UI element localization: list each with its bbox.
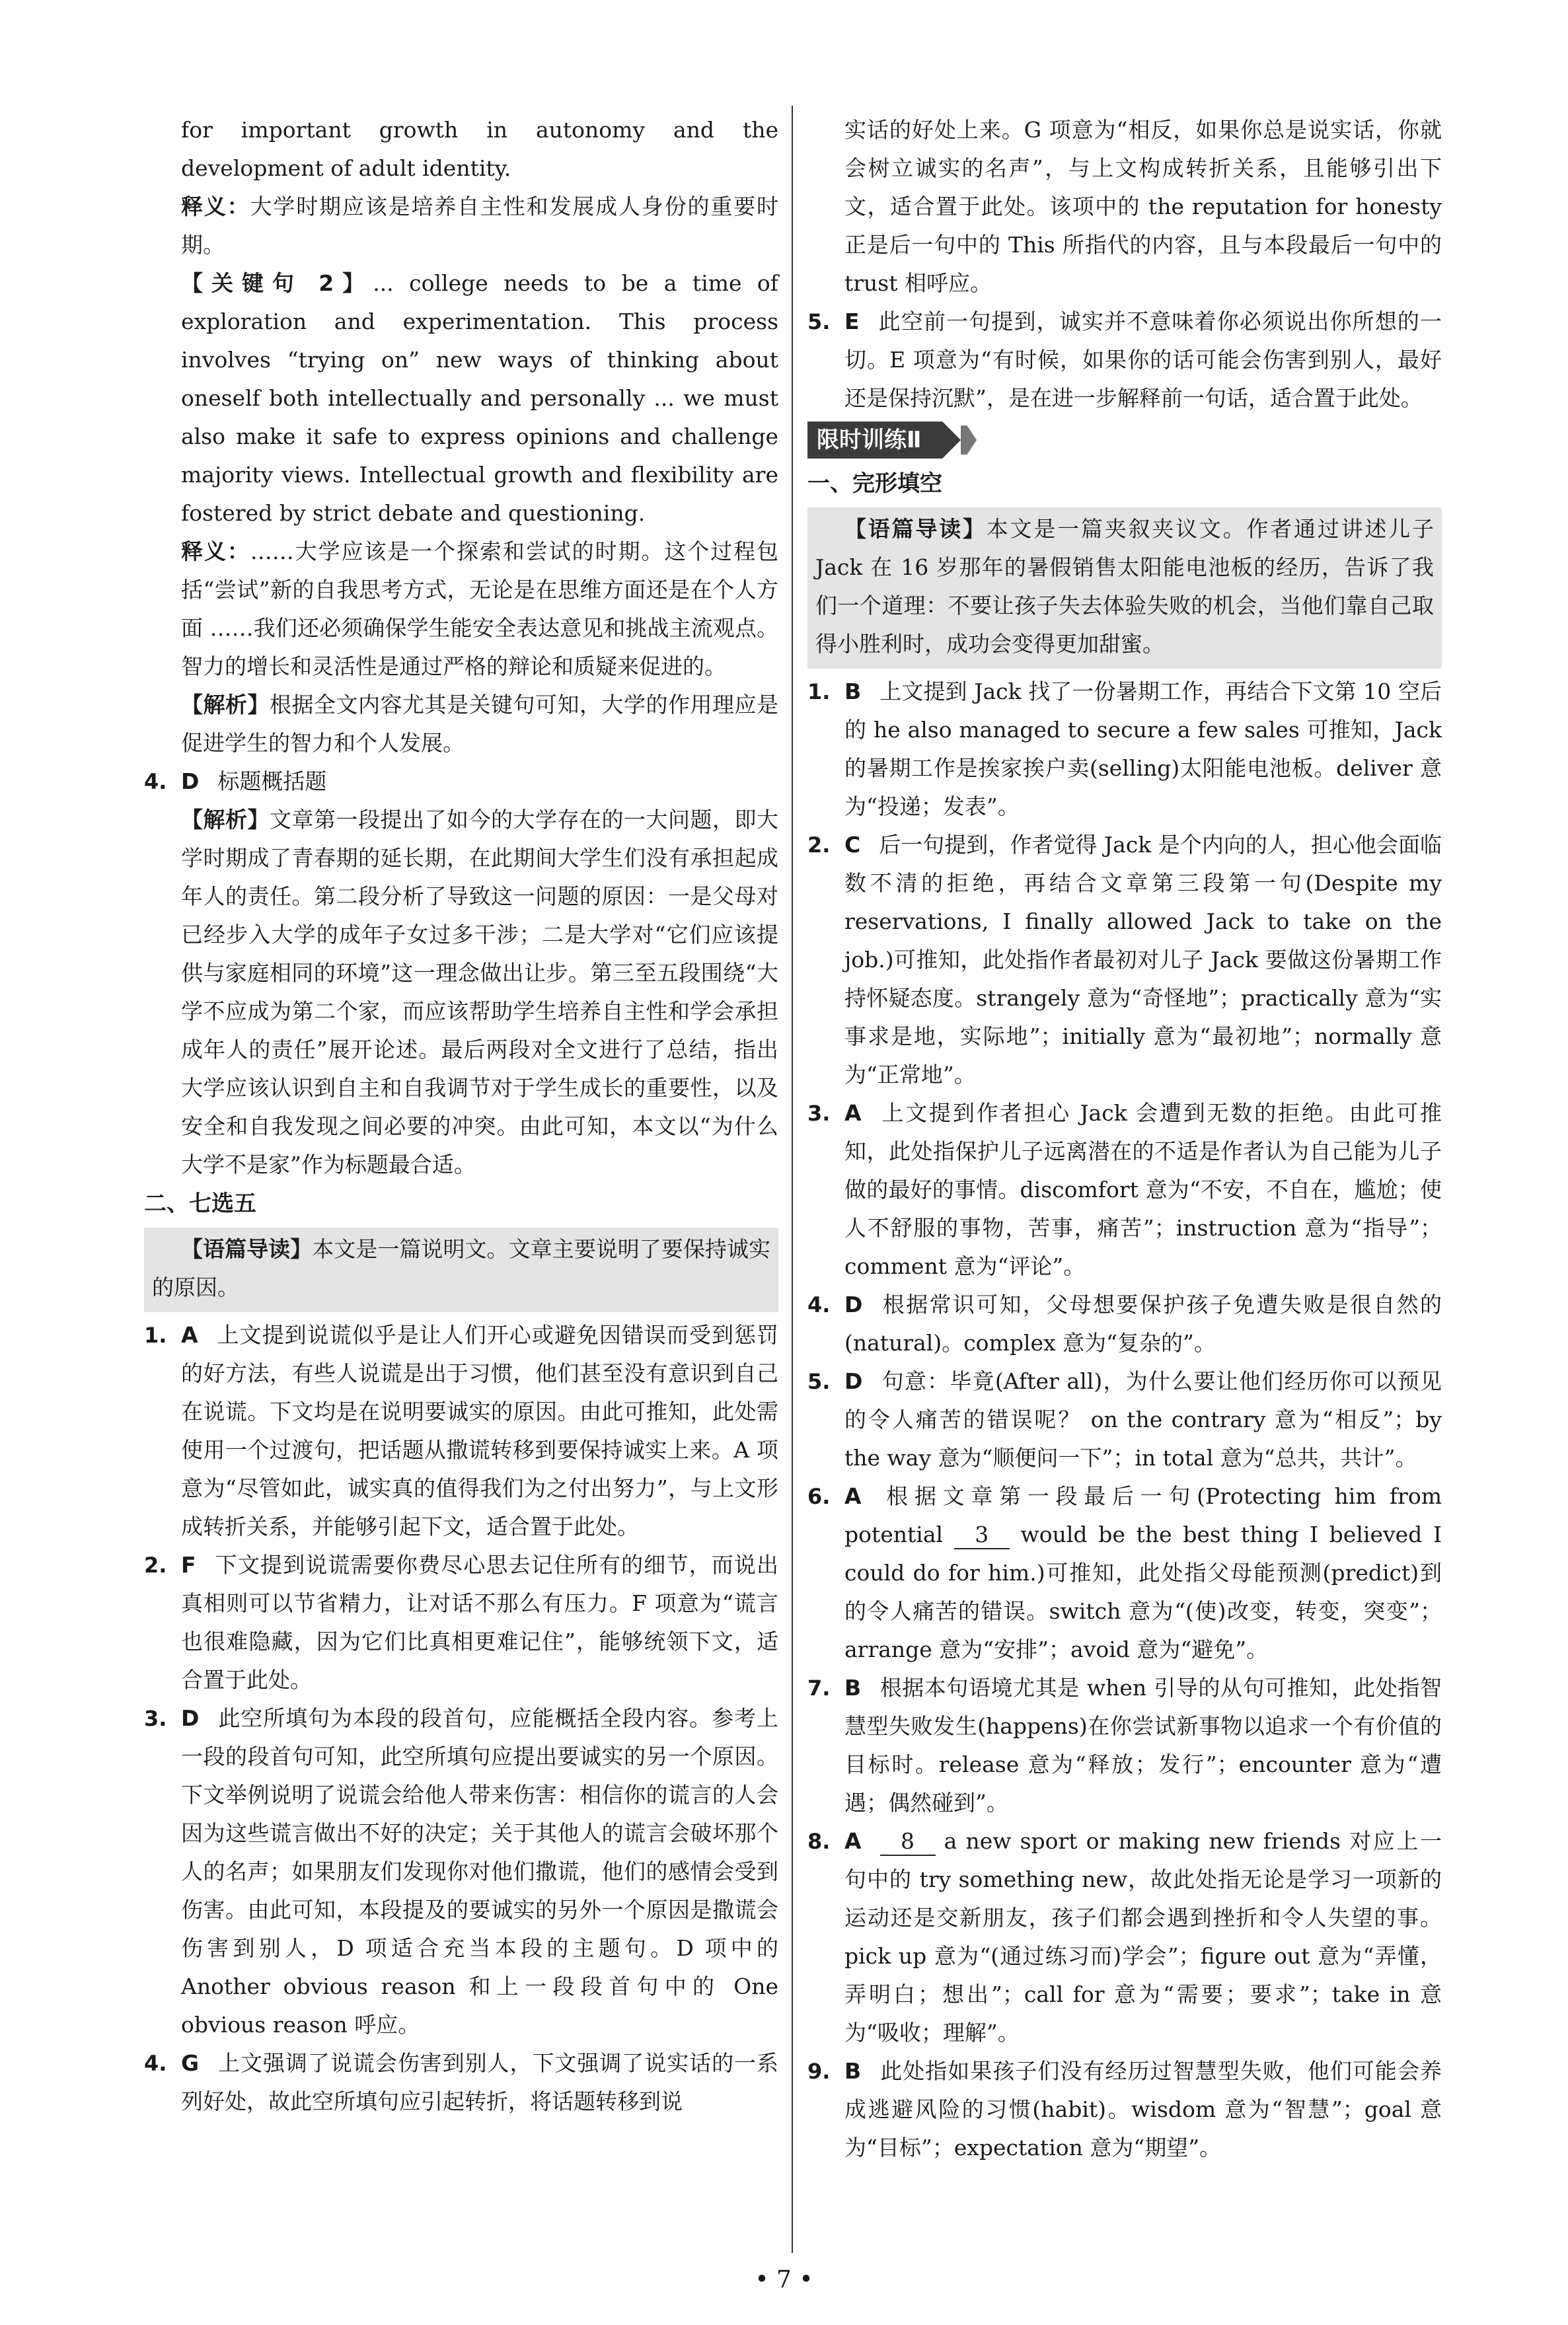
answer-letter: B <box>844 2058 862 2084</box>
left-column <box>144 111 778 2121</box>
key-sentence-2-text: ... college needs to be a time of exploration and experimentation. This process involves “trying on” new ways of thinking about oneself both intellectually and personally ... we must also make it safe to express opinions and challenge majority views. Intellectual growth and flexibility are fostered by strict debate and questioning. <box>181 270 778 526</box>
translation-1 <box>144 188 778 264</box>
item-text: 上文提到作者担心 Jack 会遭到无数的拒绝。由此可推知，此处指保护儿子远离潜在的不适是作者认为自己能为儿子做的最好的事情。discomfort 意为“不安，不自在，尴尬；使人不舒服的事物，苦事，痛苦”；instruction 意为“指导”；comment 意为“评论”。 <box>844 1100 1442 1279</box>
question-number: 4. <box>144 769 167 794</box>
item-text: would be the best thing I believed I could do for him.)可推知，此处指父母能预测(predict)到的令人痛苦的错误。switch 意为“(使)改变，转变，突变”；arrange 意为“安排”；avoid 意为“避免”。 <box>844 1522 1442 1662</box>
guide-text: 本文是一篇夹叙夹议文。作者通过讲述儿子 Jack 在 16 岁那年的暑假销售太阳能电池板的经历，告诉了我们一个道理：不要让孩子失去体验失败的机会，当他们靠自己取得小胜利时，成功会变得更加甜蜜。 <box>815 516 1435 657</box>
blank-number: 3 <box>954 1522 1010 1549</box>
item-text: 此空所填句为本段的段首句，应能概括全段内容。参考上一段的段首句可知，此空所填句应提出要诚实的另一个原因。下文举例说明了说谎会给他人带来伤害：相信你的谎言的人会因为这些谎言做出不好的决定；关于其他人的谎言会破坏那个人的名声；如果朋友们发现你对他们撒谎，他们的感情会受到伤害。由此可知，本段提及的要诚实的另外一个原因是撒谎会伤害到别人，D 项适合充当本段的主题句。D 项中的 Another obvious reason 和上一段段首句中的 One obvious reason 呼应。 <box>181 1705 778 2038</box>
analysis-text: 文章第一段提出了如今的大学存在的一大问题，即大学时期成了青春期的延长期，在此期间大学生们没有承担起成年人的责任。第二段分析了导致这一问题的原因：一是父母对已经步入大学的成年子女过多干涉；二是大学对“它们应该提供与家庭相同的环境”这一理念做出让步。第三至五段围绕“大学不应成为第二个家，而应该帮助学生培养自主性和学会承担成年人的责任”展开论述。最后两段对全文进行了总结，指出大学应该认识到自主和自我调节对于学生成长的重要性，以及安全和自我发现之间必要的冲突。由此可知，本文以“为什么大学不是家”作为标题最合适。 <box>181 807 778 1177</box>
item-4-continued: 实话的好处上来。G 项意为“相反，如果你总是说实话，你就会树立诚实的名声”，与上文构成转折关系，且能够引出下文，适合置于此处。该项中的 the reputation for honesty 正是后一句中的 This 所指代的内容，且与本段最后一句中的 trust 相呼应。 <box>844 117 1442 296</box>
item-number: 1. <box>144 1323 167 1348</box>
banner-arrow-tip <box>961 425 977 455</box>
answer-letter: D <box>181 1705 200 1731</box>
list-item <box>807 1094 1442 1286</box>
item-number: 2. <box>144 1553 167 1578</box>
answer-letter: D <box>844 1368 863 1394</box>
answer-letter: F <box>181 1552 196 1578</box>
item-number: 2. <box>807 832 831 858</box>
analysis-label: 【解析】 <box>181 807 270 832</box>
answer-letter: C <box>844 832 861 858</box>
banner-title: 限时训练Ⅱ <box>817 427 922 453</box>
timed-training-banner <box>807 422 1442 461</box>
item-number: 4. <box>807 1292 831 1317</box>
item-number: 3. <box>807 1101 831 1126</box>
answer-letter: D <box>844 1292 863 1317</box>
item-text: 根据本句语境尤其是 when 引导的从句可推知，此处指智慧型失败发生(happens)在你尝试新事物以追求一个有价值的目标时。release 意为“释放；发行”；encounter 意为“遭遇；偶然碰到”。 <box>844 1675 1442 1816</box>
key-sentence-2 <box>144 264 778 533</box>
item-number: 8. <box>807 1829 831 1854</box>
reading-guide-box <box>807 507 1442 669</box>
key-sentence-continued: for important growth in autonomy and the development of adult identity. <box>181 117 778 181</box>
question-4 <box>144 762 778 801</box>
blank-number: 8 <box>880 1828 936 1856</box>
item-number: 3. <box>144 1706 167 1731</box>
item-number: 5. <box>807 309 831 334</box>
item-text: 根据常识可知，父母想要保护孩子免遭失败是很自然的(natural)。complex 意为“复杂的”。 <box>844 1292 1442 1356</box>
list-item <box>144 2044 778 2121</box>
answer-letter: G <box>181 2050 200 2076</box>
list-item <box>807 1669 1442 1822</box>
analysis <box>144 686 778 762</box>
item-number: 9. <box>807 2059 831 2084</box>
list-item <box>807 1286 1442 1362</box>
item-text: 上文强调了说谎会伤害到别人，下文强调了说实话的一系列好处，故此空所填句应引起转折，将话题转移到说 <box>181 2050 778 2114</box>
answer-letter: A <box>844 1100 862 1126</box>
reading-guide <box>152 1230 770 1307</box>
item-number: 6. <box>807 1484 831 1509</box>
list-item <box>144 1546 778 1699</box>
translation-text: 大学时期应该是培养自主性和发展成人身份的重要时期。 <box>181 194 779 258</box>
item-text: 上文提到说谎似乎是让人们开心或避免因错误而受到惩罚的好方法，有些人说谎是出于习惯，他们甚至没有意识到自己在说谎。下文均是在说明要诚实的原因。由此可推知，此处需使用一个过渡句，把话题从撒谎转移到要保持诚实上来。A 项意为“尽管如此，诚实真的值得我们为之付出努力”，与上文形成转折关系，并能够引起下文，适合置于此处。 <box>181 1322 778 1539</box>
question-4-analysis <box>144 801 778 1184</box>
list-item <box>807 673 1442 826</box>
translation-2-label: 释义： <box>181 538 250 564</box>
guide-label: 【语篇导读】 <box>844 516 987 542</box>
item-text: 上文提到 Jack 找了一份暑期工作，再结合下文第 10 空后的 he also managed to secure a few sales 可推知，Jack 的暑期工作是挨家挨户卖(selling)太阳能电池板。deliver 意为“投递；发表”。 <box>844 679 1442 819</box>
item-text: a new sport or making new friends 对应上一句中的 try something new，故此处指无论是学习一项新的运动还是交新朋友，孩子们都会遇到挫折和令人失望的事。pick up 意为“(通过练习而)学会”；figure out 意为“弄懂，弄明白；想出”；call for 意为“需要；要求”；take in 意为“吸收；理解”。 <box>844 1828 1442 2046</box>
item-text: 后一句提到，作者觉得 Jack 是个内向的人，担心他会面临数不清的拒绝，再结合文章第三段第一句(Despite my reservations, I finally allowed Jack to take on the job.)可推知，此处指作者最初对儿子 Jack 要做这份暑期工作持怀疑态度。strangely 意为“奇怪地”；practically 意为“实事求是地，实际地”；initially 意为“最初地”；normally 意为“正常地”。 <box>844 832 1442 1088</box>
analysis-label: 【解析】 <box>181 692 270 718</box>
column-divider <box>792 106 793 2253</box>
translation-2 <box>144 533 778 686</box>
item-text: 句意：毕竟(After all)，为什么要让他们经历你可以预见的令人痛苦的错误呢？ on the contrary 意为“相反”；by the way 意为“顺便问一下”；in total 意为“总共，共计”。 <box>844 1368 1442 1471</box>
list-item <box>807 1362 1442 1477</box>
answer-letter: A <box>844 1828 862 1854</box>
item-text: 下文提到说谎需要你费尽心思去记住所有的细节，而说出真相则可以节省精力，让对话不那么有压力。F 项意为“谎言也很难隐藏，因为它们比真相更难记住”，能够统领下文，适合置于此处。 <box>181 1552 778 1693</box>
item-text: 此空前一句提到，诚实并不意味着你必须说出你所想的一切。E 项意为“有时候，如果你的话可能会伤害到别人，最好还是保持沉默”，是在进一步解释前一句话，适合置于此处。 <box>844 309 1442 411</box>
item-number: 1. <box>807 679 831 704</box>
list-item <box>807 1822 1442 2052</box>
section-title-cloze: 一、完形填空 <box>807 470 942 497</box>
translation-2-text: ……大学应该是一个探索和尝试的时期。这个过程包括“尝试”新的自我思考方式，无论是在思维方面还是在个人方面 ……我们还必须确保学生能安全表达意见和挑战主流观点。智力的增长和灵活性是通过严格的辩论和质疑来促进的。 <box>181 538 778 679</box>
answer-letter: E <box>844 309 860 334</box>
guide-label: 【语篇导读】 <box>181 1236 313 1262</box>
reading-guide <box>815 510 1434 663</box>
item-text: 根据文章第一段最后一句(Protecting him from potential <box>844 1483 1442 1547</box>
page-number: • 7 • <box>755 2266 813 2293</box>
list-item <box>807 303 1442 418</box>
translation-label: 释义： <box>181 194 250 219</box>
list-item <box>807 2052 1442 2167</box>
question-type: 标题概括题 <box>217 768 327 794</box>
answer-letter: B <box>844 1675 862 1701</box>
list-item <box>807 1477 1442 1669</box>
list-item <box>144 1699 778 2044</box>
item-number: 5. <box>807 1369 831 1394</box>
guide-text: 本文是一篇说明文。文章主要说明了要保持诚实的原因。 <box>152 1236 771 1300</box>
list-item <box>144 1316 778 1546</box>
key-sentence-2-label: 【关键句 2】 <box>181 270 373 296</box>
item-number: 7. <box>807 1676 831 1701</box>
analysis-text: 根据全文内容尤其是关键句可知，大学的作用理应是促进学生的智力和个人发展。 <box>181 692 778 756</box>
answer-letter: B <box>844 679 862 704</box>
right-column <box>807 111 1442 2167</box>
answer-letter: A <box>181 1322 198 1348</box>
section-title-seven-choose-five: 二、七选五 <box>144 1191 256 1217</box>
list-item <box>807 826 1442 1094</box>
reading-guide-box <box>144 1228 778 1312</box>
item-text: 此处指如果孩子们没有经历过智慧型失败，他们可能会养成逃避风险的习惯(habit)。wisdom 意为“智慧”；goal 意为“目标”；expectation 意为“期望”。 <box>844 2058 1442 2160</box>
answer-letter: D <box>181 768 200 794</box>
answer-letter: A <box>844 1483 862 1509</box>
item-number: 4. <box>144 2051 167 2076</box>
